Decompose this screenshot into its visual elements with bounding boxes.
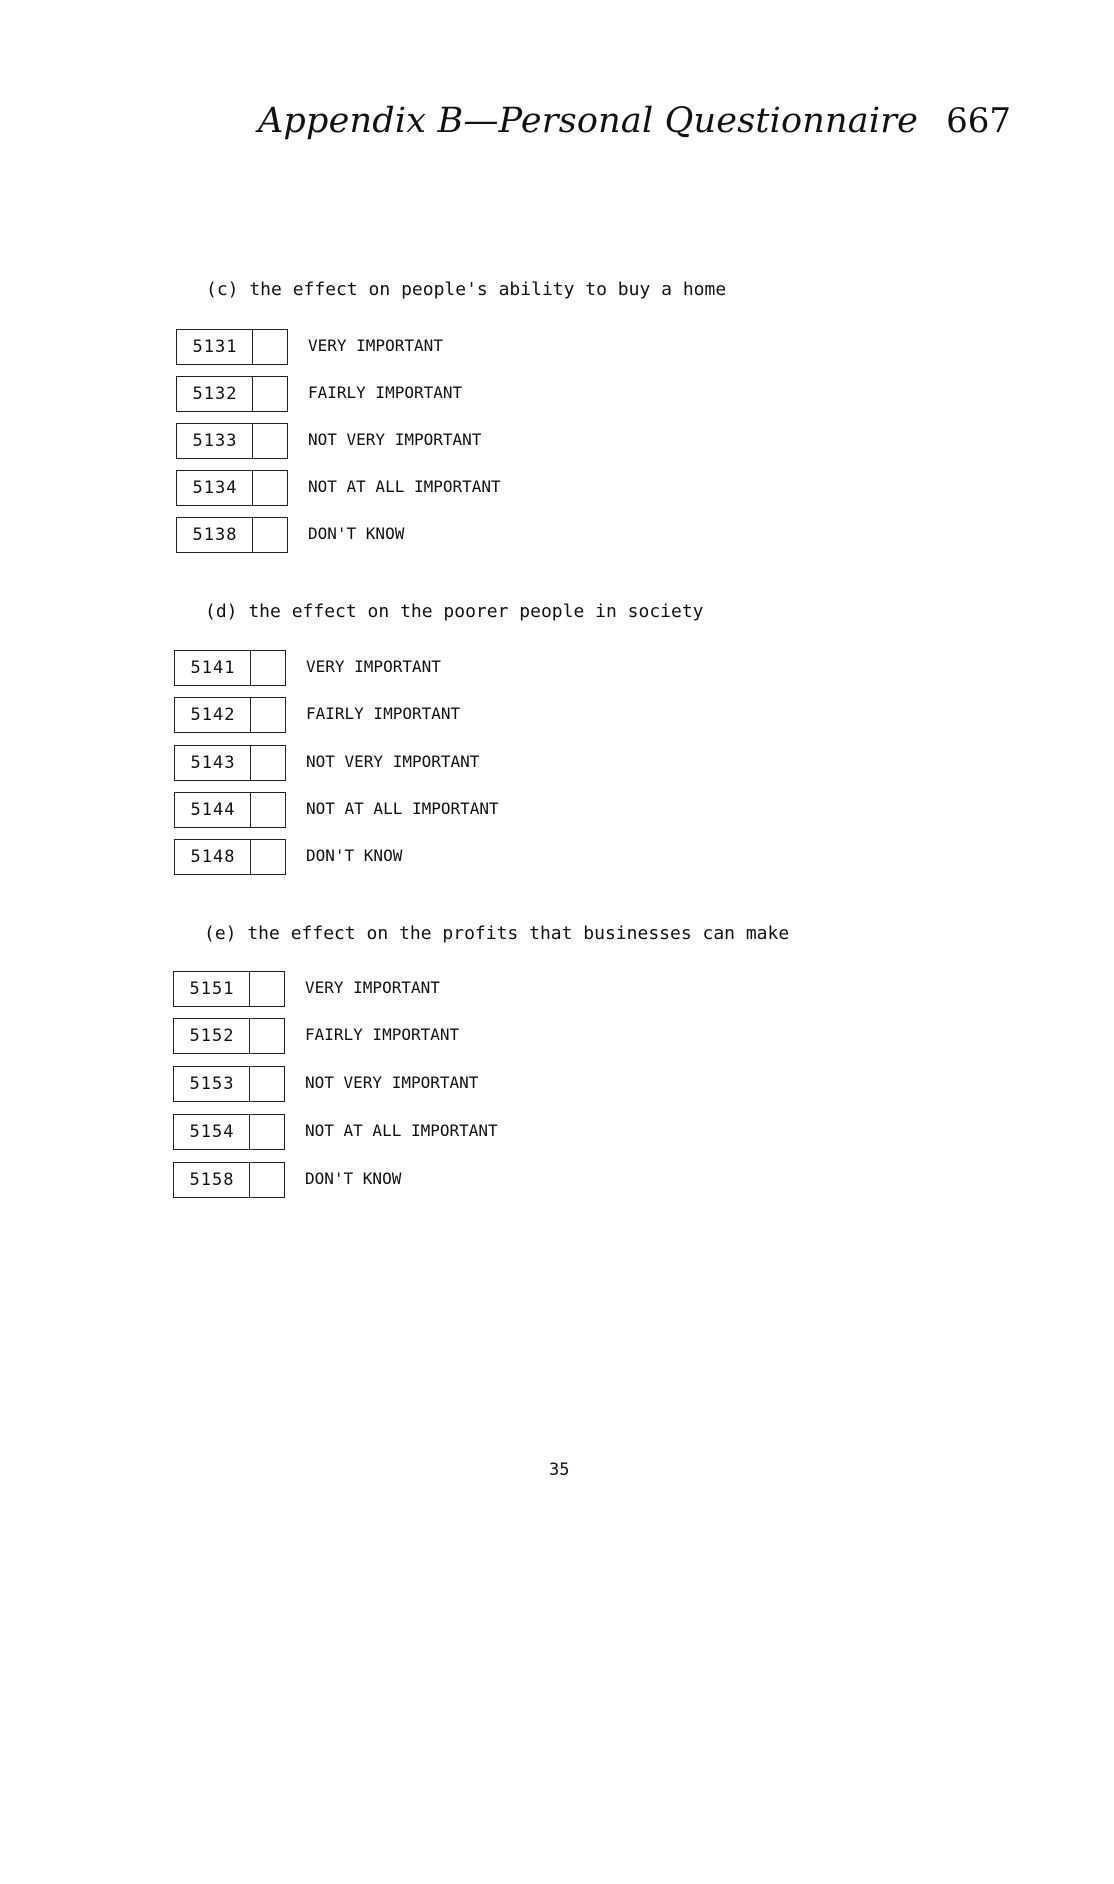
option-code: 5158 bbox=[173, 1162, 251, 1198]
option-code: 5154 bbox=[173, 1114, 251, 1150]
header-page-number: 667 bbox=[946, 101, 1011, 141]
option-code: 5152 bbox=[173, 1018, 251, 1054]
answer-checkbox[interactable] bbox=[249, 971, 285, 1007]
option-label: NOT VERY IMPORTANT bbox=[306, 752, 480, 771]
answer-checkbox[interactable] bbox=[249, 1114, 285, 1150]
option-row bbox=[176, 423, 676, 461]
option-label: VERY IMPORTANT bbox=[305, 978, 440, 997]
option-row bbox=[176, 517, 676, 555]
option-row bbox=[173, 1162, 673, 1200]
running-header bbox=[257, 101, 1011, 141]
option-row bbox=[176, 470, 676, 508]
option-row bbox=[173, 1018, 673, 1056]
answer-checkbox[interactable] bbox=[252, 329, 288, 365]
question-text: (e) the effect on the profits that businesses can make bbox=[204, 923, 790, 944]
answer-checkbox[interactable] bbox=[250, 650, 286, 686]
option-code: 5143 bbox=[174, 745, 252, 781]
question-text: (c) the effect on people's ability to buy a home bbox=[206, 279, 727, 300]
option-row bbox=[176, 329, 676, 367]
option-code: 5132 bbox=[176, 376, 254, 412]
answer-checkbox[interactable] bbox=[249, 1018, 285, 1054]
option-code: 5151 bbox=[173, 971, 251, 1007]
option-label: NOT VERY IMPORTANT bbox=[308, 430, 482, 449]
option-code: 5142 bbox=[174, 697, 252, 733]
answer-checkbox[interactable] bbox=[252, 517, 288, 553]
answer-checkbox[interactable] bbox=[249, 1162, 285, 1198]
question-text: (d) the effect on the poorer people in society bbox=[205, 601, 704, 622]
option-row bbox=[174, 792, 674, 830]
option-code: 5144 bbox=[174, 792, 252, 828]
option-label: VERY IMPORTANT bbox=[308, 336, 443, 355]
answer-checkbox[interactable] bbox=[250, 745, 286, 781]
option-label: DON'T KNOW bbox=[308, 524, 405, 543]
option-code: 5148 bbox=[174, 839, 252, 875]
option-row bbox=[173, 1114, 673, 1152]
option-row bbox=[173, 971, 673, 1009]
option-code: 5138 bbox=[176, 517, 254, 553]
option-label: FAIRLY IMPORTANT bbox=[305, 1025, 460, 1044]
answer-checkbox[interactable] bbox=[250, 697, 286, 733]
option-label: NOT AT ALL IMPORTANT bbox=[306, 799, 499, 818]
option-code: 5134 bbox=[176, 470, 254, 506]
option-row bbox=[174, 697, 674, 735]
option-label: NOT AT ALL IMPORTANT bbox=[308, 477, 501, 496]
option-row bbox=[174, 650, 674, 688]
option-label: FAIRLY IMPORTANT bbox=[308, 383, 463, 402]
answer-checkbox[interactable] bbox=[250, 792, 286, 828]
option-label: DON'T KNOW bbox=[305, 1169, 402, 1188]
option-label: NOT AT ALL IMPORTANT bbox=[305, 1121, 498, 1140]
option-label: DON'T KNOW bbox=[306, 846, 403, 865]
option-label: FAIRLY IMPORTANT bbox=[306, 704, 461, 723]
option-row bbox=[174, 839, 674, 877]
answer-checkbox[interactable] bbox=[250, 839, 286, 875]
option-row bbox=[173, 1066, 673, 1104]
option-row bbox=[176, 376, 676, 414]
option-code: 5141 bbox=[174, 650, 252, 686]
option-row bbox=[174, 745, 674, 783]
footer-page-number: 35 bbox=[549, 1460, 570, 1480]
answer-checkbox[interactable] bbox=[252, 376, 288, 412]
answer-checkbox[interactable] bbox=[252, 470, 288, 506]
option-label: NOT VERY IMPORTANT bbox=[305, 1073, 479, 1092]
option-label: VERY IMPORTANT bbox=[306, 657, 441, 676]
answer-checkbox[interactable] bbox=[252, 423, 288, 459]
answer-checkbox[interactable] bbox=[249, 1066, 285, 1102]
header-title: Appendix B—Personal Questionnaire bbox=[257, 101, 919, 141]
option-code: 5131 bbox=[176, 329, 254, 365]
option-code: 5153 bbox=[173, 1066, 251, 1102]
option-code: 5133 bbox=[176, 423, 254, 459]
